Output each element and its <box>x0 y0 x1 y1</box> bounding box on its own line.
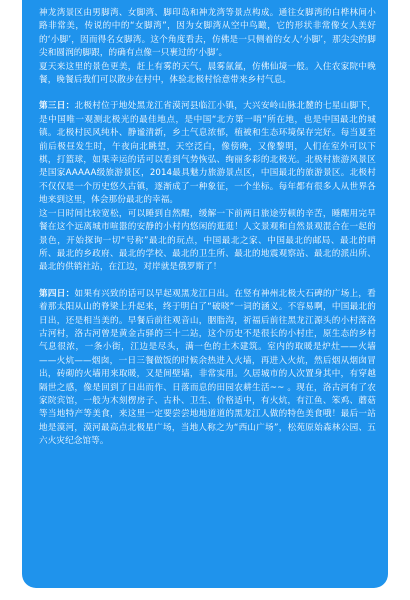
intro-paragraph-2: 夏天来这里的景色更美，赶上有雾的天气，晨雾氤氲，仿佛仙境一般。入住农家院中晚餐，晚餐后我们可以散步在村中，体验北极村恰意带来乡村气息。 <box>39 61 376 86</box>
day3-paragraph-2: 这一日时间比较宽松，可以睡到自然醒，缓解一下前两日旅途劳顿的辛苦，睡醒用完早餐在这个远离城市喧嚣的安静的小村内悠闲的逛逛！人文景观和自然景观混合在一起的景色，开始探询一切“号称”最北的玩点，中国最北之家、中国最北的邮局、最北的哨所、最北的乡政府、最北的学校、最北的卫生所、最北的地震观察站、最北的派出所、最北的供销社站，在江边，对岸就是俄罗斯了！ <box>39 208 376 273</box>
itinerary-card <box>22 0 388 588</box>
intro-paragraph: 神龙湾景区由男脚湾、女脚湾、脚印岛和神龙湾等景点构成。通往女脚湾的白桦林间小路非常美，传说的中的“女脚湾”，因为女脚湾从空中鸟瞰，它的形状非常像女人美好的‘小脚’，因而得名女脚湾。这个角度看去，仿佛是一只侧着的女人‘小脚’，那尖尖的脚尖和圆润的脚跟，的确有点像一只裹过的‘小脚’。 <box>39 8 376 59</box>
day3-text: 北极村位于地处黑龙江省漠河县临江小镇，大兴安岭山脉北麓的七星山脚下，是中国唯一观测北极光的最佳地点，是中国“北方第一哨”所在地，也是中国最北的城镇。北极村民风纯朴、静谧清新，乡土气息浓郁，植被和生态环境保存完好。每当夏至前后极昼发生时，午夜向北眺望，天空泛白，像傍晚，又像黎明，人们在室外可以下棋，打篮球，如果幸运的话可以看到气势恢弘、绚丽多彩的北极光。北极村旅游风景区是国家AAAAA级旅游景区，2014最具魅力旅游景点区，中国最北的旅游景区。北极村不仅仅是一个历史悠久古镇，逐渐成了一种象征，一个坐标。每年都有很多人从世界各地来到这里，体会那份最北的幸福。 <box>39 101 376 206</box>
day4-paragraph <box>39 288 376 449</box>
day3-paragraph <box>39 100 376 207</box>
day4-text: 如果有兴致的话可以早起观黑龙江日出。在竖有神州北极大石碑的广场上，看着那太阳从山的脊梁上升起来，终于明白了“破晓”一词的涵义。不容易啊，中国最北的日出，还是相当美的。早餐后前往观音山，胭脂沟，祈福后前往黑龙江源头的小村落洛古河村，洛古河曾是黄金古驿的三十二站，这个历史不是很长的小村庄，原生态的乡村气息很浓，一条小街，江边是尽头，满一色的土木建筑。室内的取暖是炉灶——火墙——火炕——烟囱，一日三餐做饭的时候余热进入火墙，再进入火炕，然后烟从烟囱冒出，砖砌的火墙用来取暖，又是间壁墙，非常实用。久居城市的人次置身其中，有穿越隔世之感，像是回到了日出而作、日落而息的田园农耕生活~~ 。现在，洛古河有了农家院宾馆，一般为木刻楞房子、古朴、卫生、价格适中，有火炕，有江鱼、笨鸡、蘑菇等当地特产等美食，来这里一定要尝尝地地道道的黑龙江人做的特色美食哦！最后一站地是漠河，漠河最高点北极星广场，当地人称之为“西山广场”，松苑原始森林公园、五六火灾纪念馆等。 <box>39 288 376 447</box>
day3-label: 第三日： <box>39 101 75 112</box>
day4-label: 第四日： <box>39 288 75 299</box>
spacer <box>39 275 376 288</box>
spacer <box>39 87 376 100</box>
